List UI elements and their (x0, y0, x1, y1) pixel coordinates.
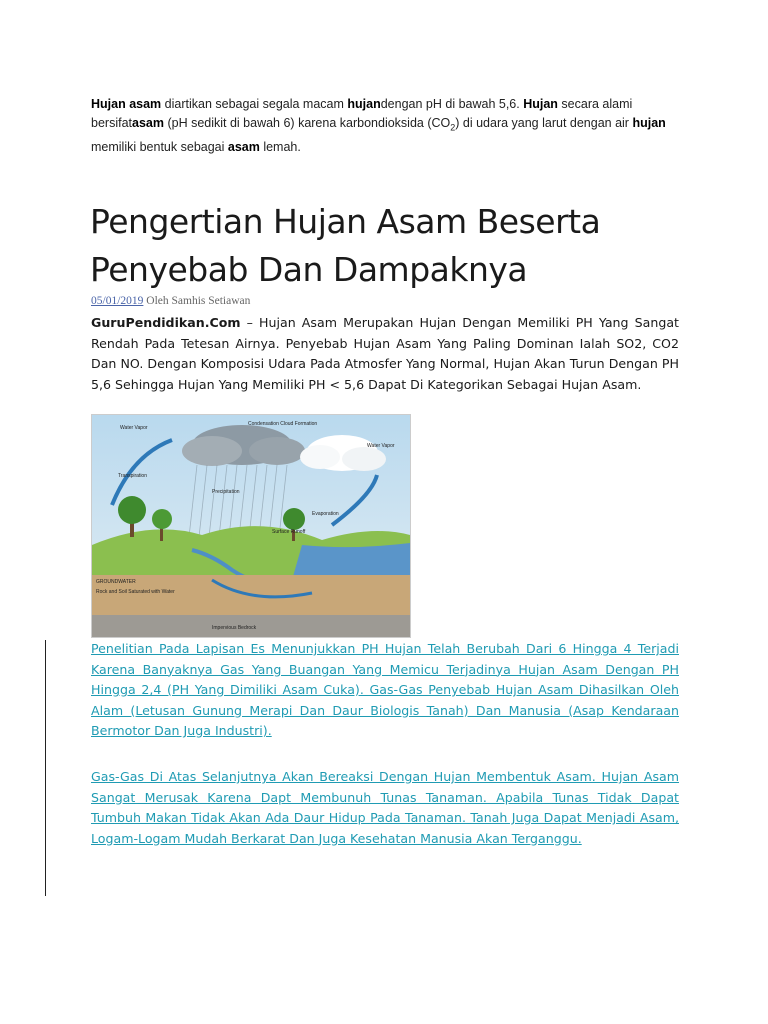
label-evaporation: Evaporation (312, 511, 339, 517)
intro-text: ) di udara yang larut dengan air (455, 116, 633, 130)
intro-text: dengan pH di bawah 5,6. (380, 97, 524, 111)
article-byline: Oleh Samhis Setiawan (143, 295, 251, 307)
label-groundwater: GROUNDWATER (96, 579, 136, 585)
article-meta (91, 295, 250, 307)
lead-text: – Hujan Asam Merupakan Hujan Dengan Memiliki PH Yang Sangat Rendah Pada Tetesan Airnya. Penyebab Hujan Asam Yang Paling Dominan Ialah SO2, CO2 Dan NO. Dengan Komposisi Udara Pada Atmosfer Yang Normal, Hujan Akan Turun Dengan PH 5,6 Sehingga Hujan Yang Memiliki PH < 5,6 Dapat Di Kategorikan Sebagai Hujan Asam. (91, 315, 679, 392)
lead-paragraph (91, 313, 679, 395)
article-title: Pengertian Hujan Asam Beserta Penyebab Dan Dampaknya (90, 202, 601, 289)
label-rock-soil: Rock and Soil Saturated with Water (96, 589, 175, 595)
intro-subscript: 2 (450, 122, 456, 133)
label-condensation: Condensation Cloud Formation (248, 421, 318, 427)
label-water-vapor-2: Water Vapor (367, 443, 395, 449)
intro-text: secara alami bersifat (91, 97, 633, 130)
intro-text: memiliki bentuk sebagai (91, 139, 228, 154)
link-paragraph-2[interactable]: Gas-Gas Di Atas Selanjutnya Akan Bereaksi Dengan Hujan Membentuk Asam. Hujan Asam Sangat Merusak Karena Dapt Membunuh Tunas Tanaman. Apabila Tunas Tidak Dapat Tumbuh Makan Tidak Akan Ada Daur Hidup Pada Tanaman. Tanah Juga Dapat Menjadi Asam, Logam-Logam Mudah Berkarat Dan Juga Kesehatan Manusia Akan Terganggu. (91, 769, 679, 846)
intro-text: lemah. (259, 139, 301, 154)
intro-paragraph (91, 95, 691, 157)
intro-term: asam (132, 116, 164, 130)
intro-term: Hujan (523, 97, 558, 111)
intro-term: Hujan asam (91, 97, 162, 111)
label-bedrock: Impervious Bedrock (212, 625, 257, 631)
label-water-vapor: Water Vapor (120, 425, 148, 431)
intro-text: (pH sedikit di bawah 6) karena karbondioksida (CO (163, 116, 451, 130)
site-brand: GuruPendidikan.Com (91, 315, 241, 330)
label-precipitation: Precipitation (212, 489, 240, 495)
link-paragraph-1[interactable]: Penelitian Pada Lapisan Es Menunjukkan PH Hujan Telah Berubah Dari 6 Hingga 4 Terjadi Karena Banyaknya Gas Yang Buangan Yang Memicu Terjadinya Hujan Asam Dengan PH Hingga 2,4 (PH Yang Dimiliki Asam Cuka). Gas-Gas Penyebab Hujan Asam Dihasilkan Oleh Alam (Letusan Gunung Merapi Dan Daur Biologis Tanah) Dan Manusia (Asap Kendaraan Bermotor Dan Juga Industri). (91, 641, 679, 738)
water-cycle-illustration (91, 414, 411, 638)
lake (292, 543, 410, 580)
intro-term: hujan (632, 116, 666, 130)
intro-term: asam (227, 139, 260, 154)
margin-line (45, 640, 46, 896)
label-transpiration: Transpiration (118, 473, 147, 479)
article-date-link[interactable]: 05/01/2019 (91, 295, 144, 307)
intro-text: diartikan sebagai segala macam (161, 97, 348, 111)
intro-term: hujan (347, 97, 381, 111)
label-surface-runoff: Surface Runoff (272, 529, 306, 535)
